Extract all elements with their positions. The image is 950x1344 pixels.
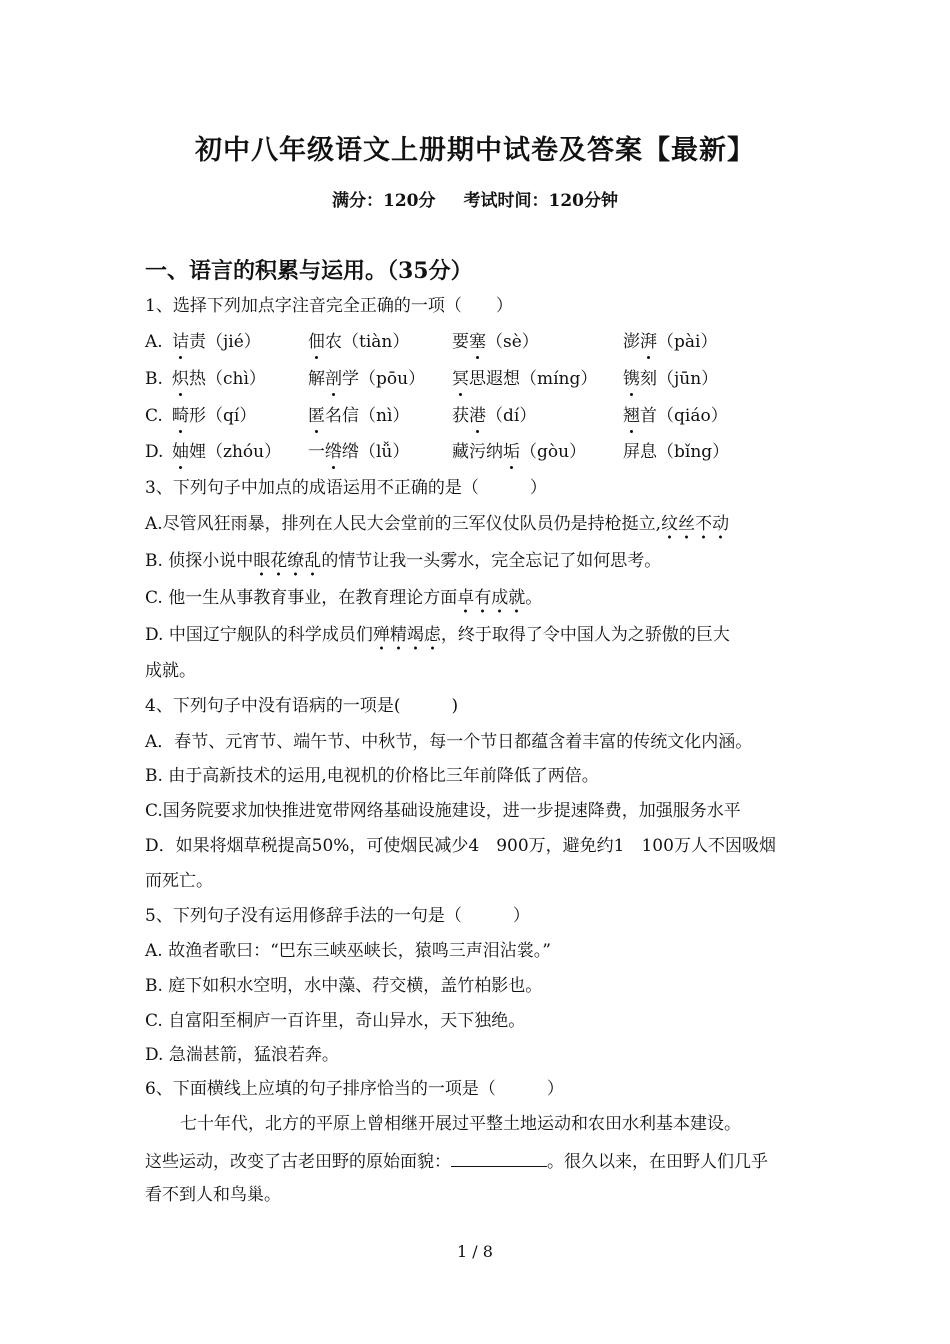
q3-option-a: A.尽管风狂雨暴，排列在人民大会堂前的三军仪仗队员仍是持枪挺立,纹丝不动 [145,512,729,536]
q1-option-c4: 翘首（qiáo） [623,406,728,426]
question-1-stem: 1、选择下列加点字注音完全正确的一项（ ） [145,296,513,316]
question-3-stem: 3、下列句子中加点的成语运用不正确的是（ ） [145,478,547,498]
q5-option-b: B. 庭下如积水空明，水中藻、荇交横，盖竹柏影也。 [145,976,543,996]
q4-option-d-cont: 而死亡。 [145,871,213,891]
q1-option-c2: 匿名信（nì） [308,406,410,426]
q6-passage-line-2: 这些运动，改变了古老田野的原始面貌： 。很久以来，在田野人们几乎 [145,1148,768,1174]
q1-option-d2: 一绺绺（lǚ） [308,442,410,462]
q6-passage-line-1: 七十年代，北方的平原上曾相继开展过平整土地运动和农田水利基本建设。 [180,1114,741,1134]
page-number: 1 / 8 [457,1242,493,1261]
q3-b-idiom: 眼花缭乱 [253,551,321,576]
q1-option-c3: 获港（dí） [452,406,537,426]
q3-option-d-cont: 成就。 [145,661,196,681]
q3-a-idiom: 纹丝不动 [661,514,729,539]
q1-row-d-label: D. [145,442,164,462]
q3-option-d: D. 中国辽宁舰队的科学成员们殚精竭虑，终于取得了令中国人为之骄傲的巨大 [145,623,730,647]
q1-option-b1: 炽热（chì） [172,369,266,389]
q1-option-b2: 解剖学（pōu） [308,369,426,389]
q4-option-c: C.国务院要求加快推进宽带网络基础设施建设，进一步提速降费，加强服务水平 [145,801,741,821]
q1-option-b4: 镌刻（jūn） [623,369,719,389]
q3-option-b: B. 侦探小说中眼花缭乱的情节让我一头雾水，完全忘记了如何思考。 [145,549,661,573]
q1-option-d3: 藏污纳垢（gòu） [452,442,587,462]
exam-time: 考试时间：120分钟 [463,191,618,211]
q3-d-idiom: 殚精竭虑 [373,625,441,650]
q5-option-d: D. 急湍甚箭，猛浪若奔。 [145,1045,339,1065]
q1-option-a1: 诘责（jié） [172,332,261,352]
q5-option-c: C. 自富阳至桐庐一百许里，奇山异水，天下独绝。 [145,1011,526,1031]
q6-passage-line-3: 看不到人和鸟巢。 [145,1185,281,1205]
q1-row-a-label: A. [145,332,163,352]
question-4-stem: 4、下列句子中没有语病的一项是( ) [145,696,459,716]
q4-option-a: A．春节、元宵节、端午节、中秋节，每一个节日都蕴含着丰富的传统文化内涵。 [145,732,753,752]
document-title: 初中八年级语文上册期中试卷及答案【最新】 [195,135,755,166]
q1-row-c-label: C. [145,406,163,426]
q1-option-a2: 佃农（tiàn） [308,332,410,352]
answer-blank [451,1148,547,1167]
exam-info [0,186,950,211]
q1-option-c1: 畸形（qí） [172,406,257,426]
full-score: 满分：120分 [332,191,436,211]
q1-option-a3: 要塞（sè） [452,332,539,352]
question-6-stem: 6、下面横线上应填的句子排序恰当的一项是（ ） [145,1079,564,1099]
q3-option-c: C. 他一生从事教育事业，在教育理论方面卓有成就。 [145,586,542,610]
question-5-stem: 5、下列句子没有运用修辞手法的一句是（ ） [145,906,530,926]
q4-option-b: B. 由于高新技术的运用,电视机的价格比三年前降低了两倍。 [145,766,599,786]
q1-option-d1: 妯娌（zhóu） [172,442,282,462]
q3-c-idiom: 卓有成就 [457,588,525,613]
q1-option-d4: 屏息（bǐng） [623,442,730,462]
q5-option-a: A. 故渔者歌曰：“巴东三峡巫峡长，猿鸣三声泪沾裳。” [145,941,551,961]
section-heading: 一、语言的积累与运用。（35分） [145,258,473,284]
q1-option-b3: 冥思遐想（míng） [452,369,598,389]
q4-option-d: D．如果将烟草税提高50%，可使烟民减少4 900万，避免约1 100万人不因吸烟 [145,836,776,856]
q1-option-a4: 澎湃（pài） [623,332,718,352]
q1-row-b-label: B. [145,369,163,389]
